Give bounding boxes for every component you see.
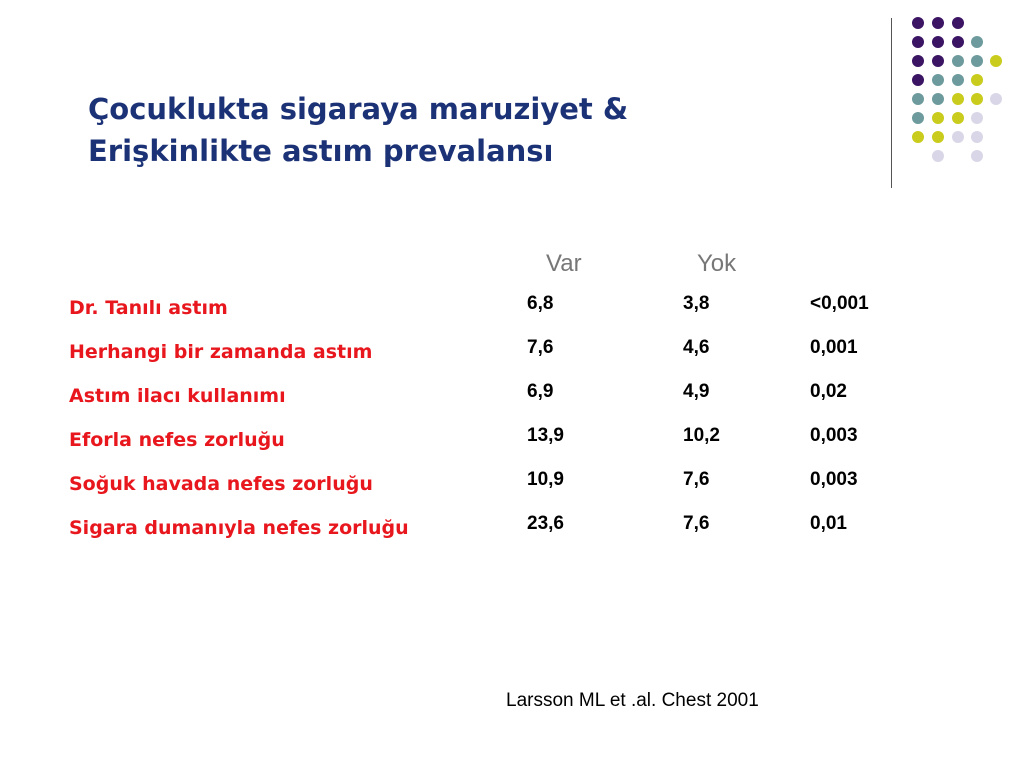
decor-dot — [932, 17, 944, 29]
value-yok: 7,6 — [683, 469, 710, 490]
decor-dot — [912, 36, 924, 48]
decor-dot — [990, 55, 1002, 67]
table-row — [0, 469, 1024, 503]
citation: Larsson ML et .al. Chest 2001 — [506, 690, 759, 711]
row-label: Eforla nefes zorluğu — [69, 429, 285, 451]
value-var: 6,9 — [527, 381, 554, 402]
decor-dot — [932, 150, 944, 162]
value-yok: 4,9 — [683, 381, 710, 402]
decor-dot — [932, 93, 944, 105]
decor-dot — [932, 74, 944, 86]
decor-dot — [971, 74, 983, 86]
table-row — [0, 425, 1024, 459]
slide-title — [88, 88, 628, 172]
decor-dot — [912, 112, 924, 124]
decor-dot — [912, 74, 924, 86]
value-p: 0,003 — [810, 469, 858, 490]
decor-dot — [952, 131, 964, 143]
value-yok: 4,6 — [683, 337, 710, 358]
decor-dot — [952, 112, 964, 124]
value-p: <0,001 — [810, 293, 869, 314]
decor-dot — [971, 150, 983, 162]
decor-dot — [971, 112, 983, 124]
slide-title-line-1: Çocuklukta sigaraya maruziyet & — [88, 92, 629, 126]
decor-dot — [912, 93, 924, 105]
decor-dot — [952, 36, 964, 48]
row-label: Dr. Tanılı astım — [69, 297, 228, 319]
decor-dot — [952, 55, 964, 67]
value-p: 0,01 — [810, 513, 847, 534]
row-label: Sigara dumanıyla nefes zorluğu — [69, 517, 409, 539]
decor-dot — [971, 55, 983, 67]
value-var: 23,6 — [527, 513, 564, 534]
column-header-var: Var — [546, 250, 582, 277]
decorative-vertical-line — [891, 18, 892, 188]
decor-dot — [971, 131, 983, 143]
decor-dot — [912, 17, 924, 29]
value-var: 10,9 — [527, 469, 564, 490]
decor-dot — [912, 55, 924, 67]
row-label: Herhangi bir zamanda astım — [69, 341, 373, 363]
value-yok: 3,8 — [683, 293, 710, 314]
decor-dot — [952, 17, 964, 29]
decor-dot — [952, 93, 964, 105]
decor-dot — [932, 131, 944, 143]
column-header-yok: Yok — [697, 250, 737, 277]
table-row — [0, 337, 1024, 371]
slide-title-line-2: Erişkinlikte astım prevalansı — [88, 134, 554, 168]
decor-dot — [932, 112, 944, 124]
decor-dot — [971, 93, 983, 105]
row-label: Soğuk havada nefes zorluğu — [69, 473, 373, 495]
value-p: 0,003 — [810, 425, 858, 446]
value-var: 13,9 — [527, 425, 564, 446]
value-var: 6,8 — [527, 293, 554, 314]
table-row — [0, 513, 1024, 547]
table-row — [0, 293, 1024, 327]
decor-dot — [971, 36, 983, 48]
row-label: Astım ilacı kullanımı — [69, 385, 286, 407]
decor-dot — [932, 55, 944, 67]
decor-dot — [952, 74, 964, 86]
table-row — [0, 381, 1024, 415]
value-p: 0,02 — [810, 381, 847, 402]
value-yok: 10,2 — [683, 425, 720, 446]
value-p: 0,001 — [810, 337, 858, 358]
decor-dot — [932, 36, 944, 48]
decor-dot — [912, 131, 924, 143]
decor-dot — [990, 93, 1002, 105]
value-yok: 7,6 — [683, 513, 710, 534]
value-var: 7,6 — [527, 337, 554, 358]
